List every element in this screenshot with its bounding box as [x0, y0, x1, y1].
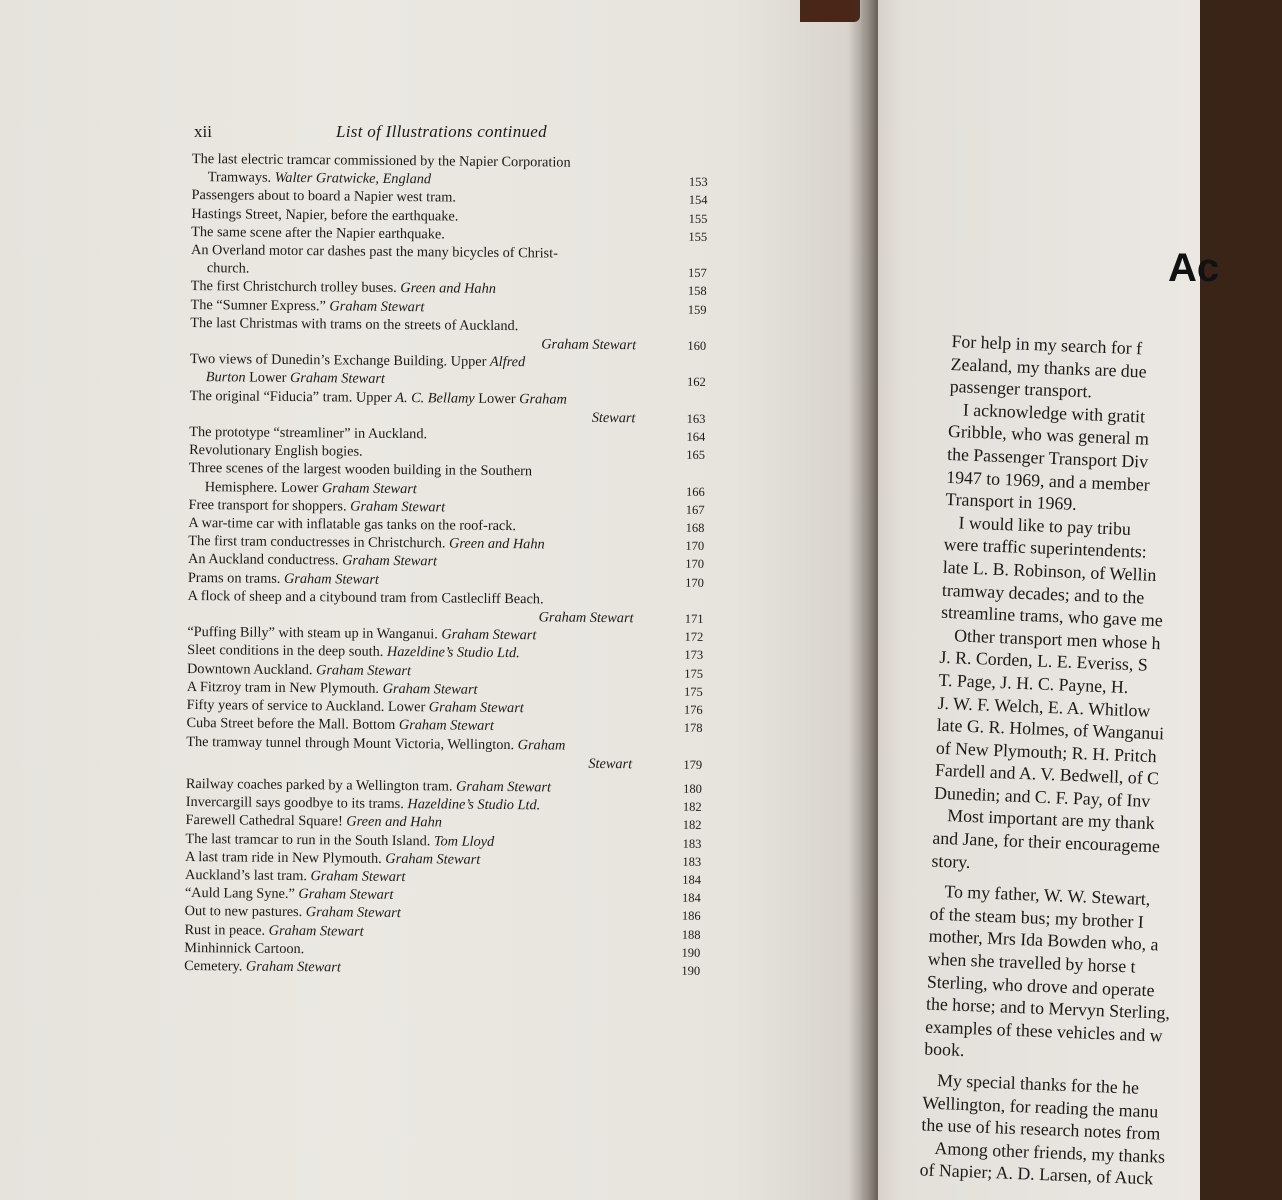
photo-credit: Alfred — [489, 354, 526, 371]
caption-fragment: The first tram conductresses in Christchurch. — [188, 533, 450, 552]
list-item — [189, 387, 706, 428]
caption-fragment: Out to new pastures. — [184, 903, 306, 921]
page-number: 170 — [685, 557, 705, 572]
photo-credit: Graham Stewart — [441, 626, 537, 644]
caption-fragment: Fifty years of service to Auckland. Lower — [186, 697, 429, 716]
caption-fragment: Lower — [245, 369, 291, 387]
page-number: 159 — [687, 302, 707, 317]
photo-credit: Graham Stewart — [329, 297, 425, 315]
photo-credit: Graham Stewart — [428, 699, 524, 717]
text-line: Zealand, my thanks are due — [950, 353, 1147, 382]
list-item — [186, 732, 703, 773]
page-number: 158 — [687, 284, 707, 299]
page-number: 155 — [688, 211, 708, 226]
photo-credit: Graham Stewart — [321, 479, 417, 497]
page-number: 190 — [681, 963, 701, 978]
photo-credit: Graham Stewart — [298, 886, 394, 904]
text-line: of New Plymouth; R. H. Pritch — [935, 737, 1157, 766]
page-folio: xii — [194, 122, 212, 141]
caption-fragment: Railway coaches parked by a Wellington tram. — [185, 775, 457, 795]
caption-fragment: The prototype “streamliner” in Auckland. — [189, 424, 428, 443]
photo-credit: Graham Stewart — [305, 904, 401, 922]
caption-fragment: Lower — [474, 390, 520, 407]
page-number: 154 — [688, 193, 708, 208]
photo-credit: Graham Stewart — [289, 370, 385, 388]
caption-fragment: Tramways. — [207, 169, 275, 186]
page-number: 175 — [684, 684, 703, 699]
text-line: To my father, W. W. Stewart, — [944, 881, 1151, 910]
caption-fragment: “Puffing Billy” with steam up in Wanganui. — [187, 624, 442, 643]
caption-fragment: The last tramcar to run in the South Island. — [185, 830, 435, 849]
caption-text — [192, 150, 672, 191]
photo-credit: Burton — [205, 369, 246, 386]
photo-credit: Graham Stewart — [455, 778, 552, 796]
text-line: and Jane, for their encourageme — [932, 827, 1161, 857]
caption-fragment: Cemetery. — [184, 957, 247, 975]
photo-credit: Graham — [519, 390, 567, 408]
caption-text — [186, 732, 666, 773]
page-number: 163 — [686, 411, 706, 426]
text-line: J. W. F. Welch, E. A. Whitlow — [937, 692, 1151, 721]
text-line: Among other friends, my thanks — [934, 1137, 1166, 1167]
text-line: late G. R. Holmes, of Wanganui — [936, 714, 1165, 744]
caption-line: The last electric tramcar commissioned by the Napier Corporation — [191, 150, 571, 171]
photo-credit: Graham Stewart — [310, 868, 406, 886]
text-line: mother, Mrs Ida Bowden who, a — [928, 925, 1159, 955]
page-number: 172 — [684, 630, 704, 645]
caption-fragment: Hemisphere. Lower — [204, 478, 322, 496]
caption-fragment: Hastings Street, Napier, before the earthquake. — [191, 205, 459, 225]
caption-fragment: Invercargill says goodbye to its trams. — [185, 794, 408, 813]
text-line: examples of these vehicles and w — [924, 1016, 1163, 1046]
caption-fragment: The “Sumner Express.” — [190, 296, 330, 314]
photo-credit: Graham Stewart — [245, 958, 341, 976]
list-item — [187, 587, 704, 628]
photo-credit: Graham Stewart — [385, 850, 481, 868]
text-line: the Passenger Transport Div — [946, 443, 1149, 472]
caption-text — [190, 350, 670, 391]
list-item — [191, 150, 708, 191]
caption-fragment: A last tram ride in New Plymouth. — [185, 848, 386, 867]
page-number: 153 — [688, 174, 708, 190]
caption-text — [187, 587, 667, 628]
page-number: 166 — [685, 484, 705, 499]
caption-fragment: Auckland’s last tram. — [184, 866, 311, 885]
photo-credit: Graham Stewart — [541, 336, 637, 354]
text-line: Fardell and A. V. Bedwell, of C — [934, 759, 1160, 789]
photo-credit: Hazeldine’s Studio Ltd. — [407, 796, 541, 814]
text-line: of Napier; A. D. Larsen, of Auck — [919, 1159, 1154, 1189]
photo-credit: Stewart — [588, 755, 633, 772]
photo-credit: Graham Stewart — [398, 717, 494, 735]
photo-credit: A. C. Bellamy — [395, 389, 475, 407]
photo-credit: Graham — [517, 736, 566, 754]
photo-credit: Graham Stewart — [342, 552, 438, 570]
page-number: 170 — [685, 539, 705, 554]
photo-credit: Graham Stewart — [268, 922, 364, 940]
text-line: of the steam bus; my brother I — [929, 903, 1145, 932]
caption-fragment: “Auld Lang Syne.” — [184, 885, 299, 903]
photo-credit: Hazeldine’s Studio Ltd. — [386, 644, 520, 662]
caption-text — [190, 314, 670, 355]
page-number: 167 — [685, 502, 705, 517]
caption-line — [186, 751, 632, 773]
text-line: the use of his research notes from — [921, 1114, 1161, 1144]
list-item — [190, 314, 707, 355]
text-line: Gribble, who was general m — [947, 421, 1150, 450]
text-line: For help in my search for f — [951, 330, 1143, 359]
photo-credit: Graham Stewart — [316, 661, 412, 679]
text-line: I would like to pay tribu — [958, 512, 1132, 539]
page-number: 184 — [682, 890, 701, 906]
photo-credit: Green and Hahn — [400, 280, 496, 298]
text-line: book. — [923, 1038, 965, 1061]
caption-fragment: Prams on trams. — [187, 569, 285, 587]
page-number: 157 — [688, 265, 707, 281]
page-number: 186 — [681, 909, 701, 924]
photo-credit: Stewart — [591, 409, 636, 427]
photo-credit: Graham Stewart — [382, 680, 478, 698]
text-line: streamline trams, who gave me — [940, 601, 1164, 631]
caption-fragment: The first Christchurch trolley buses. — [190, 278, 401, 297]
text-line: when she travelled by horse t — [927, 948, 1136, 977]
page-number: 165 — [686, 448, 706, 463]
text-line: My special thanks for the he — [936, 1069, 1140, 1098]
caption-fragment: Minhinnick Cartoon. — [184, 939, 305, 957]
text-line: were traffic superintendents: — [943, 534, 1148, 562]
photo-credit: Green and Hahn — [449, 535, 545, 553]
page-number: 168 — [685, 520, 705, 535]
text-line: passenger transport. — [949, 376, 1093, 402]
text-line: late L. B. Robinson, of Wellin — [942, 556, 1157, 585]
caption-fragment: Downtown Auckland. — [186, 660, 317, 678]
caption-fragment: A Fitzroy tram in New Plymouth. — [186, 678, 383, 697]
page-number: 155 — [688, 229, 708, 244]
page-number: 171 — [684, 611, 704, 627]
page-number: 180 — [683, 781, 702, 796]
book-gutter-shadow — [848, 0, 878, 1200]
caption-fragment: church. — [206, 260, 250, 277]
photo-credit: Walter Gratwicke, England — [274, 169, 432, 188]
caption-fragment: Passengers about to board a Napier west tram. — [191, 187, 457, 206]
caption-fragment: Sleet conditions in the deep south. — [187, 642, 387, 661]
running-head: List of Illustrations continued — [336, 122, 547, 141]
page-number: 173 — [684, 648, 704, 663]
text-line: Most important are my thank — [946, 805, 1156, 834]
page-number: 164 — [686, 429, 706, 444]
caption-fragment: Cuba Street before the Mall. Bottom — [186, 715, 399, 734]
page-number: 183 — [682, 854, 702, 869]
text-line: I acknowledge with gratit — [962, 399, 1146, 427]
page-number: 182 — [682, 818, 702, 833]
photo-credit: Graham Stewart — [350, 498, 446, 516]
text-line: Transport in 1969. — [945, 489, 1078, 515]
caption-fragment: An Overland motor car dashes past the many bicycles of Christ- — [190, 242, 558, 262]
list-item — [188, 459, 705, 500]
caption-fragment: The last Christmas with trams on the streets of Auckland. — [190, 314, 519, 334]
list-item — [190, 241, 707, 282]
page-number: 160 — [687, 338, 707, 353]
page-number: 190 — [681, 945, 701, 960]
caption-fragment: The same scene after the Napier earthquake. — [191, 223, 445, 243]
page-number: 176 — [683, 702, 703, 718]
illustrations-list — [184, 150, 708, 980]
caption-fragment: Three scenes of the largest wooden building in the Southern — [188, 460, 533, 480]
acknowledgements-heading: Ac — [1168, 246, 1220, 290]
caption-fragment: An Auckland conductress. — [187, 551, 343, 569]
caption-fragment: Free transport for shoppers. — [188, 496, 351, 515]
text-line: story. — [931, 850, 971, 872]
caption-fragment: Two views of Dunedin’s Exchange Building. Upper — [189, 351, 491, 371]
page-number: 162 — [686, 375, 706, 390]
text-line: Sterling, who drove and operate — [926, 971, 1155, 1000]
caption-fragment: A war-time car with inflatable gas tanks on the roof-rack. — [188, 515, 517, 535]
page-number: 188 — [681, 927, 701, 942]
page-number: 170 — [685, 575, 704, 590]
text-line: 1947 to 1969, and a member — [945, 466, 1151, 495]
list-item — [189, 350, 706, 391]
text-line: tramway decades; and to the — [941, 579, 1145, 608]
text-line: T. Page, J. H. C. Payne, H. — [938, 669, 1129, 697]
photo-credit: Graham Stewart — [538, 609, 634, 627]
photo-credit: Tom Lloyd — [433, 832, 495, 850]
text-line: Other transport men whose h — [953, 625, 1161, 653]
caption-text — [189, 459, 669, 500]
page-number: 182 — [682, 799, 702, 815]
text-line: Dunedin; and C. F. Pay, of Inv — [933, 782, 1151, 811]
caption-text — [191, 241, 671, 282]
page-number: 183 — [682, 836, 702, 851]
text-line: the horse; and to Mervyn Sterling, — [925, 993, 1171, 1024]
caption-fragment: A flock of sheep and a citybound tram from Castlecliff Beach. — [187, 587, 544, 608]
caption-fragment: The tramway tunnel through Mount Victoria, Wellington. — [186, 733, 518, 753]
page-number: 184 — [682, 872, 702, 887]
caption-text — [189, 387, 669, 428]
photo-credit: Graham Stewart — [283, 570, 379, 588]
caption-fragment: The original “Fiducia” tram. Upper — [189, 387, 396, 406]
caption-fragment: Revolutionary English bogies. — [189, 442, 363, 460]
page-number: 178 — [683, 721, 703, 736]
text-line: Wellington, for reading the manu — [921, 1092, 1159, 1122]
acknowledgements-text — [919, 330, 1281, 1194]
caption-fragment: Rust in peace. — [184, 921, 269, 939]
caption-fragment: Farewell Cathedral Square! — [185, 812, 347, 830]
page-number: 175 — [684, 666, 704, 681]
text-line: J. R. Corden, L. E. Everiss, S — [939, 647, 1149, 676]
photo-credit: Green and Hahn — [346, 813, 442, 831]
page-number: 179 — [683, 757, 703, 772]
